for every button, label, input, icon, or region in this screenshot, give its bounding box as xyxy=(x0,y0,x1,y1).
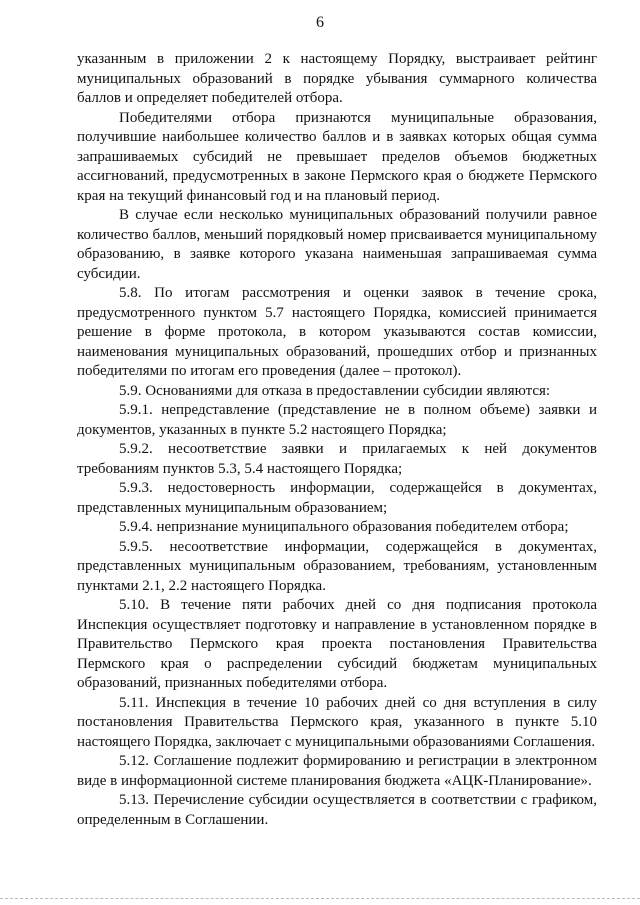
paragraph-5-9-2: 5.9.2. несоответствие заявки и прилагаемых к ней документов требованиям пунктов 5.3, 5.4 настоящего Порядка; xyxy=(77,441,597,477)
paragraph-5-13: 5.13. Перечисление субсидии осуществляется в соответствии с графиком, определенным в Соглашении. xyxy=(77,792,597,828)
paragraph-5-11: 5.11. Инспекция в течение 10 рабочих дней со дня вступления в силу постановления Правительства Пермского края, указанного в пункте 5.10 настоящего Порядка, заключает с муниципальными образованиями Соглашения. xyxy=(77,694,597,750)
paragraph-5-12: 5.12. Соглашение подлежит формированию и регистрации в электронном виде в информационной системе планирования бюджета «АЦК-Планирование». xyxy=(77,753,597,789)
paragraph-5-10: 5.10. В течение пяти рабочих дней со дня подписания протокола Инспекция осуществляет подготовку и направление в установленном порядке в Правительство Пермского края проекта постановления Правительства Пермского края о распределении субсидий бюджетам муниципальных образований, признанных победителями отбора. xyxy=(77,597,597,691)
page-number: 6 xyxy=(316,14,324,31)
paragraph: Победителями отбора признаются муниципальные образования, получившие наибольшее количество баллов и в заявках которых общая сумма запрашиваемых субсидий не превышает пределов объемов бюджетных ассигнований, предусмотренных в законе Пермского края о бюджете Пермского края на текущий финансовый год и на плановый период. xyxy=(77,109,597,204)
paragraph-5-9-5: 5.9.5. несоответствие информации, содержащейся в документах, представленных муниципальным образованием, требованиям, установленным пунктами 2.1, 2.2 настоящего Порядка. xyxy=(77,538,597,594)
paragraph-5-9: 5.9. Основаниями для отказа в предоставлении субсидии являются: xyxy=(119,382,551,399)
paragraph-5-8: 5.8. По итогам рассмотрения и оценки заявок в течение срока, предусмотренного пунктом 5.7 настоящего Порядка, комиссией принимается решение в форме протокола, в котором указываются состав комиссии, наименования муниципальных образований, прошедших отбор и признанных победителями по итогам его проведения (далее – протокол). xyxy=(77,285,597,379)
paragraph-5-9-4: 5.9.4. непризнание муниципального образования победителем отбора; xyxy=(119,519,569,535)
document-body xyxy=(77,50,597,830)
paragraph: В случае если несколько муниципальных образований получили равное количество баллов, меньший порядковый номер присваивается муниципальному образованию, в заявке которого указана наименьшая запрашиваемая сумма субсидии. xyxy=(77,207,597,282)
paragraph-5-9-3: 5.9.3. недостоверность информации, содержащейся в документах, представленных муниципальным образованием; xyxy=(77,480,597,516)
paragraph: указанным в приложении 2 к настоящему Порядку, выстраивает рейтинг муниципальных образований в порядке убывания суммарного количества баллов и определяет победителей отбора. xyxy=(77,51,597,106)
paragraph-5-9-1: 5.9.1. непредставление (представление не в полном объеме) заявки и документов, указанных в пункте 5.2 настоящего Порядка; xyxy=(77,402,597,438)
scan-edge-divider xyxy=(0,898,640,899)
